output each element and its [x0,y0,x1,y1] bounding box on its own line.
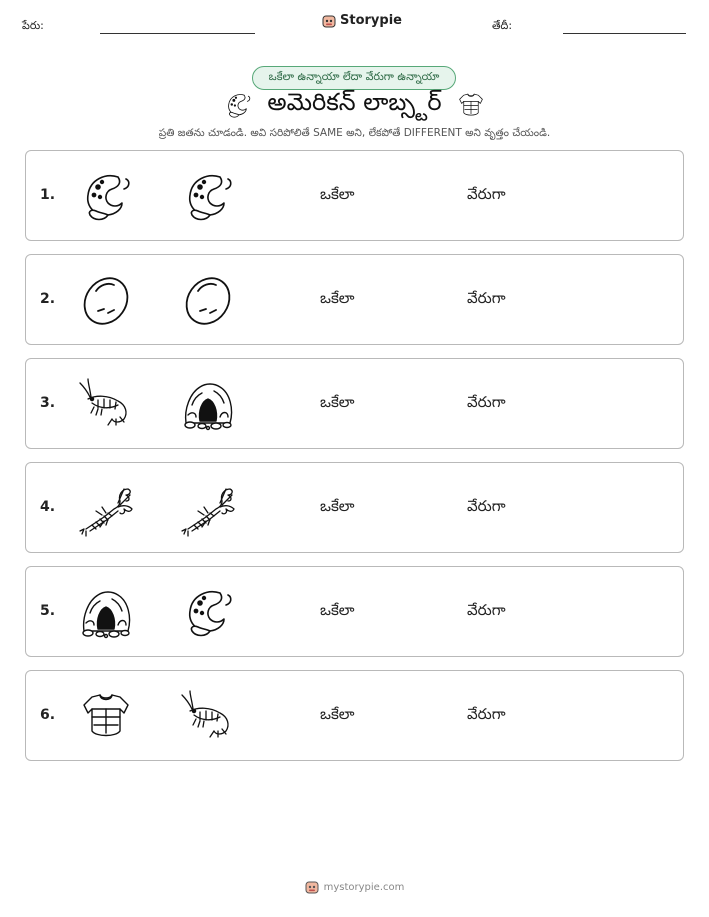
mascot-icon [322,14,336,28]
question-row [25,358,684,449]
claw-icon [180,167,236,225]
cave-icon [78,583,134,641]
title-row [0,88,709,122]
question-row [25,150,684,241]
name-label: పేరు: [22,19,44,32]
brand-name: Storypie [340,13,402,28]
lobster-icon [78,479,134,537]
different-option[interactable]: వేరుగా [467,393,506,411]
same-option[interactable]: ఒకేలా [320,185,355,203]
claw-icon [78,167,134,225]
different-option[interactable]: వేరుగా [467,497,506,515]
page-title: అమెరికన్ లాబ్స్టర్ [267,88,442,116]
date-line[interactable] [563,33,686,34]
question-number: 6. [40,707,56,723]
question-row [25,462,684,553]
different-option[interactable]: వేరుగా [467,289,506,307]
name-line[interactable] [100,33,255,34]
subtitle-pill: ఒకేలా ఉన్నాయా లేదా వేరుగా ఉన్నాయా [252,66,456,90]
same-option[interactable]: ఒకేలా [320,705,355,723]
question-row [25,254,684,345]
same-option[interactable]: ఒకేలా [320,289,355,307]
lobster-icon [180,479,236,537]
same-option[interactable]: ఒకేలా [320,497,355,515]
question-number: 3. [40,395,56,411]
question-row [25,566,684,657]
footer [0,880,709,894]
armor-icon [456,90,486,120]
question-number: 5. [40,603,56,619]
same-option[interactable]: ఒకేలా [320,601,355,619]
claw-icon [180,583,236,641]
question-row [25,670,684,761]
cave-icon [180,375,236,433]
egg-icon [180,271,236,329]
armor-icon [78,687,134,745]
shrimp-icon [78,375,134,433]
question-number: 4. [40,499,56,515]
question-number: 2. [40,291,56,307]
different-option[interactable]: వేరుగా [467,185,506,203]
instructions: ప్రతి జతను చూడండి. అవి సరిపోలితే SAME అని, లేకపోతే DIFFERENT అని వృత్తం చేయండి. [158,127,551,139]
same-option[interactable]: ఒకేలా [320,393,355,411]
question-number: 1. [40,187,56,203]
different-option[interactable]: వేరుగా [467,705,506,723]
different-option[interactable]: వేరుగా [467,601,506,619]
footer-site: mystorypie.com [323,881,405,893]
mascot-icon [305,880,319,894]
claw-icon [223,90,253,120]
shrimp-icon [180,687,236,745]
date-label: తేదీ: [492,19,513,32]
brand-logo [322,13,402,28]
egg-icon [78,271,134,329]
